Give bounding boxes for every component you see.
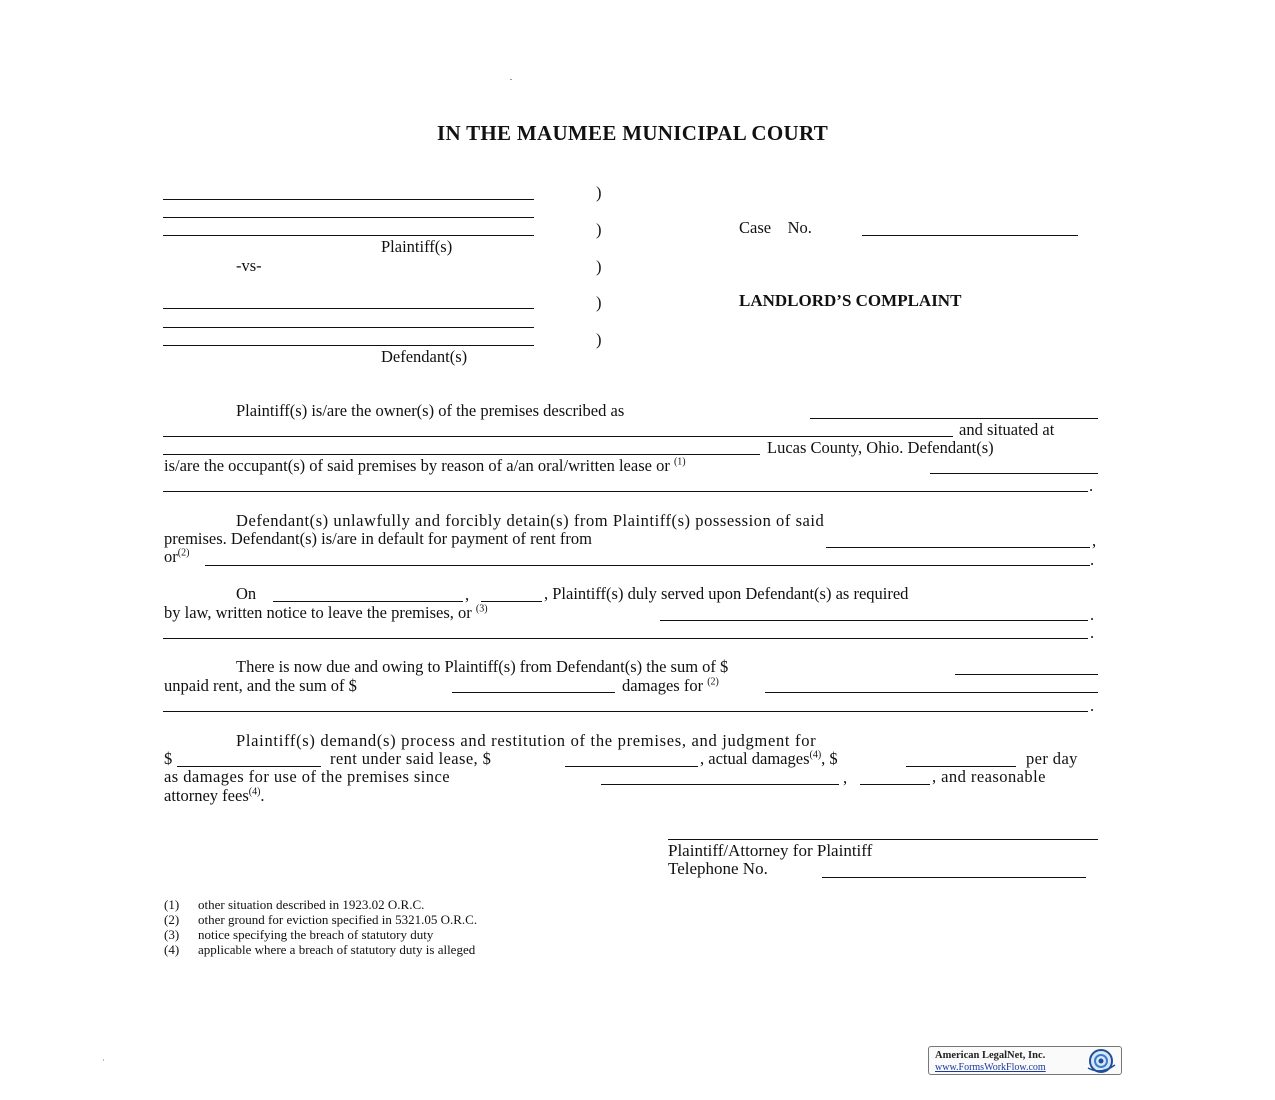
notice-other-field-1[interactable] — [660, 620, 1088, 621]
p2-text-1: Defendant(s) unlawfully and forcibly detain(s) from Plaintiff(s) possession of said — [236, 511, 825, 530]
period: . — [1089, 476, 1094, 495]
lease-rent-amount-field[interactable] — [565, 766, 698, 767]
eviction-ground-field[interactable] — [205, 565, 1090, 566]
p5-text-3: , actual damages$^{(4)}$, $ — [700, 749, 838, 768]
telephone-label: Telephone No. — [668, 859, 768, 878]
scan-mark — [103, 1059, 104, 1061]
period: . — [1090, 605, 1095, 624]
p5-text-6: as damages for use of the premises since — [164, 767, 451, 786]
footnote: (2) other ground for eviction specified in 5321.05 O.R.C. — [164, 912, 478, 927]
complaint-title: LANDLORD’S COMPLAINT — [739, 291, 962, 310]
p1-text-4: is/are the occupant(s) of said premises by reason of a/an oral/written lease or $^{(1)}$ — [164, 456, 686, 475]
defendant-line-2[interactable] — [163, 327, 534, 328]
globe-swirl-icon — [1084, 1048, 1118, 1074]
legalnet-logo[interactable] — [928, 1046, 1122, 1075]
comma: , — [1092, 531, 1097, 550]
footnote-ref: (4) — [248, 786, 261, 798]
footnote: (1) other situation described in 1923.02 O.R.C. — [164, 897, 425, 912]
p3-text-1: On — [236, 584, 257, 603]
plaintiff-label: Plaintiff(s) — [381, 237, 453, 256]
p5-text-7: , and reasonable — [932, 767, 1046, 786]
caption-paren: ) — [596, 257, 602, 276]
caption-paren: ) — [596, 293, 602, 312]
notice-year-field[interactable] — [481, 601, 542, 602]
p5-text-5: per day — [1026, 749, 1078, 768]
footnote-ref: (2) — [177, 547, 190, 559]
logo-url-link[interactable]: www.FormsWorkFlow.com — [935, 1062, 1046, 1073]
period: . — [1090, 696, 1095, 715]
footnote: (4) applicable where a breach of statutory duty is alleged — [164, 942, 476, 957]
damages-amount-field[interactable] — [452, 692, 615, 693]
lease-other-field-2[interactable] — [163, 491, 1088, 492]
p5-text-2: rent under said lease, $ — [330, 749, 492, 768]
caption-paren: ) — [596, 330, 602, 349]
plaintiff-line-2[interactable] — [163, 217, 534, 218]
p2-text-2: premises. Defendant(s) is/are in default for payment of rent from — [164, 529, 592, 548]
footnote-ref: (1) — [673, 456, 686, 468]
defendant-label: Defendant(s) — [381, 347, 468, 366]
period: . — [1090, 623, 1095, 642]
lease-other-field-1[interactable] — [930, 473, 1098, 474]
case-no-label: Case No. — [739, 218, 812, 237]
p5-text-8: attorney fees$^{(4)}$. — [164, 786, 265, 805]
notice-other-field-2[interactable] — [163, 638, 1088, 639]
p1-text-3: Lucas County, Ohio. Defendant(s) — [767, 438, 994, 457]
damages-since-date-field[interactable] — [601, 784, 839, 785]
rent-default-date-field[interactable] — [826, 547, 1090, 548]
comma: , — [465, 585, 470, 604]
p5-text-1: Plaintiff(s) demand(s) process and restitution of the premises, and judgment for — [236, 731, 817, 750]
damages-reason-field-2[interactable] — [163, 711, 1088, 712]
premises-description-field[interactable] — [810, 418, 1098, 419]
p1-text-1: Plaintiff(s) is/are the owner(s) of the premises described as — [236, 401, 625, 420]
p4-text-3: damages for $^{(2)}$ — [622, 676, 719, 695]
logo-company: American LegalNet, Inc. — [935, 1050, 1046, 1061]
period: . — [1090, 550, 1095, 569]
case-no-field[interactable] — [862, 235, 1078, 236]
p4-text-1: There is now due and owing to Plaintiff(s) from Defendant(s) the sum of $ — [236, 657, 729, 676]
defendant-line-3[interactable] — [163, 345, 534, 346]
footnote: (3) notice specifying the breach of statutory duty — [164, 927, 434, 942]
footnote-ref: (4) — [809, 749, 822, 761]
versus-label: -vs- — [236, 256, 262, 275]
telephone-field[interactable] — [822, 877, 1086, 878]
plaintiff-line-3[interactable] — [163, 235, 534, 236]
damages-since-year-field[interactable] — [860, 784, 930, 785]
damages-reason-field-1[interactable] — [765, 692, 1098, 693]
notice-date-field[interactable] — [273, 601, 463, 602]
signature-label: Plaintiff/Attorney for Plaintiff — [668, 841, 873, 860]
p4-text-2: unpaid rent, and the sum of $ — [164, 676, 357, 695]
caption-paren: ) — [596, 183, 602, 202]
p5-dollar: $ — [164, 749, 173, 768]
footnote-ref: (2) — [707, 676, 719, 688]
court-title: IN THE MAUMEE MUNICIPAL COURT — [436, 121, 829, 145]
p3-text-3: by law, written notice to leave the premises, or $^{(3)}$ — [164, 603, 488, 622]
footnote-ref: (3) — [475, 603, 488, 615]
defendant-line-1[interactable] — [163, 308, 534, 309]
signature-line[interactable] — [668, 839, 1098, 840]
caption-paren: ) — [596, 220, 602, 239]
p1-text-2: and situated at — [959, 420, 1055, 439]
premises-city-field[interactable] — [163, 454, 760, 455]
p2-text-3: $or^{(2)}$ — [164, 547, 190, 566]
p3-text-2: , Plaintiff(s) duly served upon Defendant(s) as required — [544, 584, 909, 603]
unpaid-rent-amount-field[interactable] — [955, 674, 1098, 675]
scan-mark — [510, 79, 512, 80]
plaintiff-line-1[interactable] — [163, 199, 534, 200]
comma: , — [843, 768, 848, 787]
premises-location-field[interactable] — [163, 436, 953, 437]
